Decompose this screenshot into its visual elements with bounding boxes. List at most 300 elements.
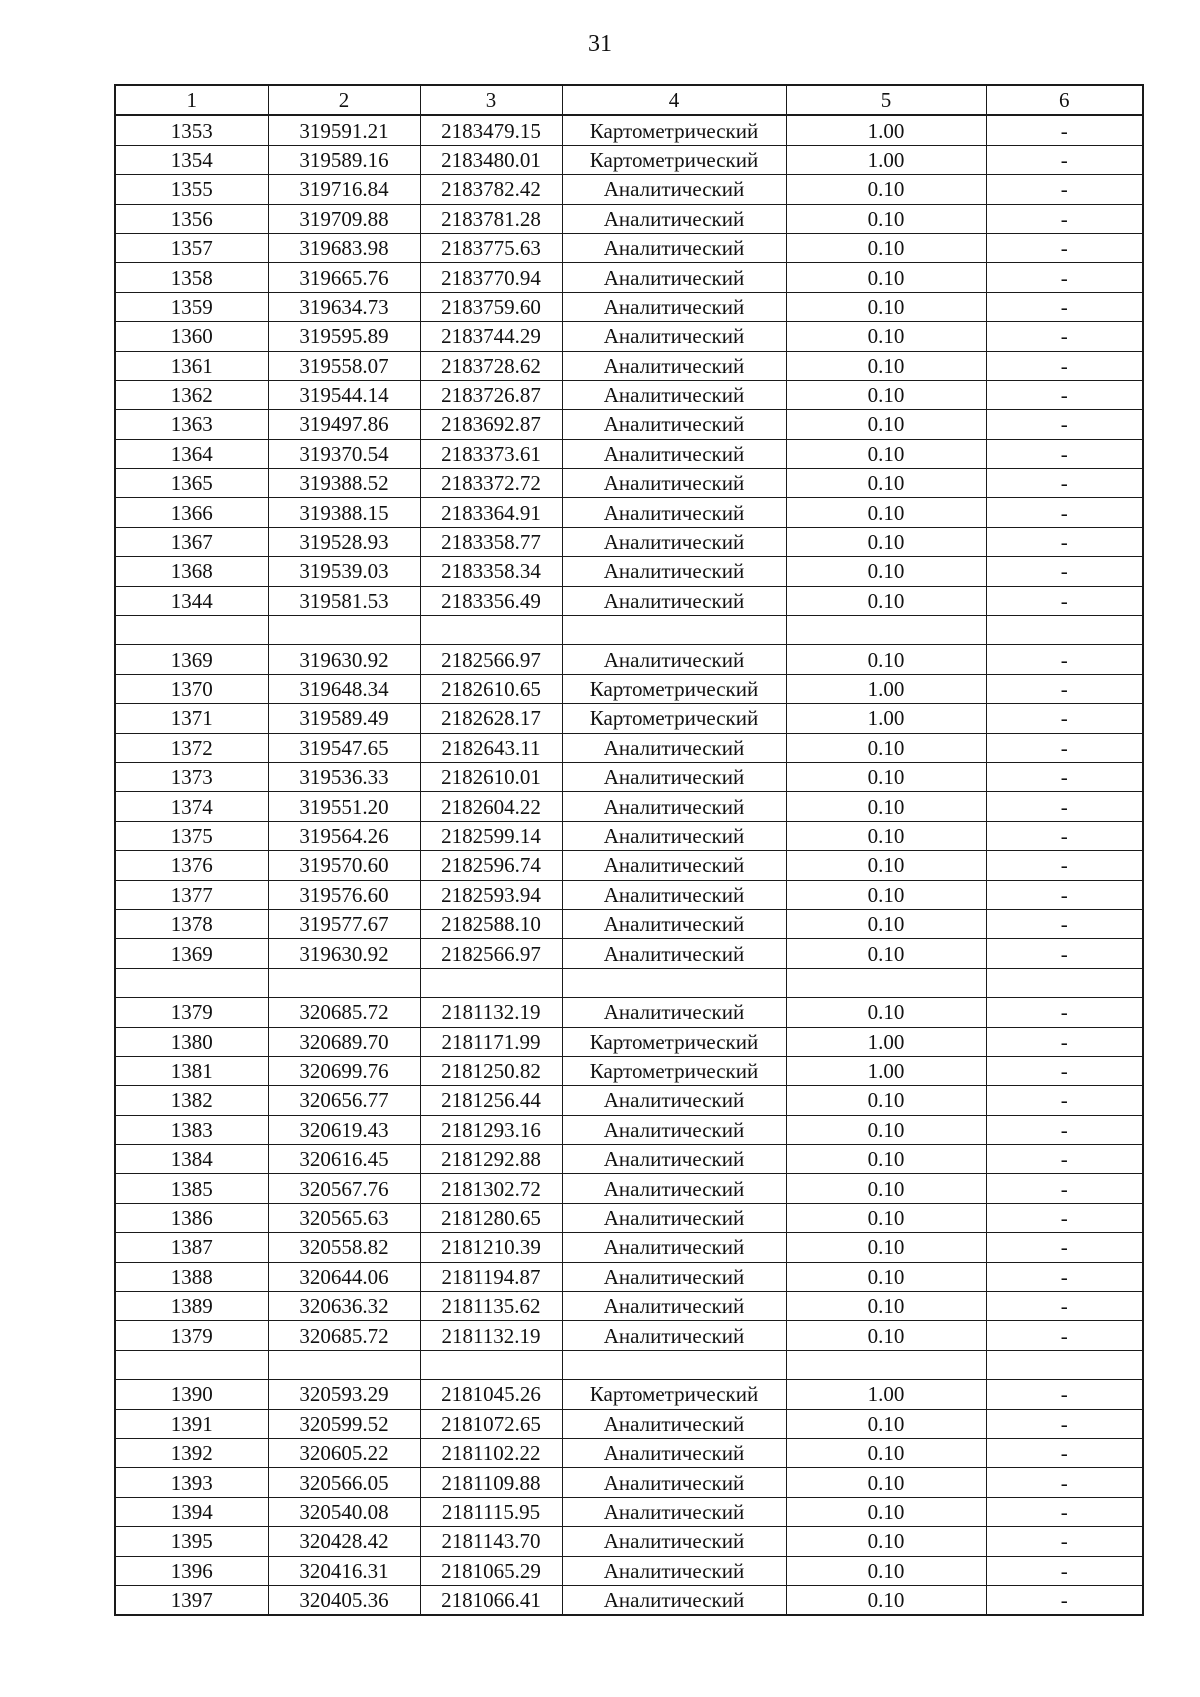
cell-method: Аналитический xyxy=(562,557,786,586)
cell-method: Аналитический xyxy=(562,292,786,321)
cell-note: - xyxy=(986,1585,1143,1615)
cell-point-number: 1356 xyxy=(115,204,268,233)
cell-x-coordinate: 319709.88 xyxy=(268,204,420,233)
cell-accuracy: 0.10 xyxy=(786,762,986,791)
cell-method: Аналитический xyxy=(562,909,786,938)
cell-x-coordinate: 320566.05 xyxy=(268,1468,420,1497)
table-row xyxy=(115,469,1143,498)
cell-y-coordinate: 2183726.87 xyxy=(420,380,562,409)
cell-point-number: 1384 xyxy=(115,1145,268,1174)
table-row xyxy=(115,1086,1143,1115)
cell-point-number: 1397 xyxy=(115,1585,268,1615)
table-row xyxy=(115,263,1143,292)
cell-y-coordinate: 2181171.99 xyxy=(420,1027,562,1056)
cell-method: Аналитический xyxy=(562,263,786,292)
separator-row xyxy=(115,968,1143,997)
cell-method xyxy=(562,968,786,997)
cell-note: - xyxy=(986,292,1143,321)
cell-x-coordinate: 319536.33 xyxy=(268,762,420,791)
cell-x-coordinate: 320636.32 xyxy=(268,1292,420,1321)
cell-accuracy: 0.10 xyxy=(786,439,986,468)
cell-point-number: 1391 xyxy=(115,1409,268,1438)
cell-accuracy: 0.10 xyxy=(786,1321,986,1350)
cell-note: - xyxy=(986,821,1143,850)
cell-y-coordinate: 2182643.11 xyxy=(420,733,562,762)
cell-point-number: 1376 xyxy=(115,851,268,880)
cell-x-coordinate: 320644.06 xyxy=(268,1262,420,1291)
table-row xyxy=(115,527,1143,556)
cell-note: - xyxy=(986,1027,1143,1056)
cell-point-number: 1355 xyxy=(115,175,268,204)
cell-accuracy xyxy=(786,616,986,645)
cell-point-number: 1358 xyxy=(115,263,268,292)
table-row xyxy=(115,733,1143,762)
table-row xyxy=(115,1115,1143,1144)
cell-x-coordinate: 320428.42 xyxy=(268,1527,420,1556)
cell-note: - xyxy=(986,380,1143,409)
cell-note: - xyxy=(986,733,1143,762)
cell-accuracy: 0.10 xyxy=(786,469,986,498)
table-row xyxy=(115,1556,1143,1585)
cell-method: Аналитический xyxy=(562,880,786,909)
cell-y-coordinate: 2181065.29 xyxy=(420,1556,562,1585)
cell-accuracy: 0.10 xyxy=(786,1145,986,1174)
cell-accuracy: 0.10 xyxy=(786,1409,986,1438)
cell-point-number: 1382 xyxy=(115,1086,268,1115)
cell-point-number: 1353 xyxy=(115,115,268,145)
cell-x-coordinate: 319577.67 xyxy=(268,909,420,938)
cell-method: Аналитический xyxy=(562,233,786,262)
table-body xyxy=(115,115,1143,1615)
cell-method: Аналитический xyxy=(562,792,786,821)
cell-note: - xyxy=(986,1497,1143,1526)
cell-point-number: 1362 xyxy=(115,380,268,409)
table-row xyxy=(115,851,1143,880)
table-row xyxy=(115,115,1143,145)
cell-x-coordinate: 319388.15 xyxy=(268,498,420,527)
cell-point-number: 1372 xyxy=(115,733,268,762)
cell-x-coordinate: 319551.20 xyxy=(268,792,420,821)
cell-note: - xyxy=(986,263,1143,292)
cell-note: - xyxy=(986,1438,1143,1467)
cell-method: Аналитический xyxy=(562,1115,786,1144)
cell-y-coordinate: 2183372.72 xyxy=(420,469,562,498)
coordinates-table xyxy=(114,84,1144,1616)
cell-note: - xyxy=(986,527,1143,556)
cell-note: - xyxy=(986,674,1143,703)
cell-y-coordinate: 2181109.88 xyxy=(420,1468,562,1497)
cell-note: - xyxy=(986,1056,1143,1085)
cell-accuracy: 0.10 xyxy=(786,1497,986,1526)
table-row xyxy=(115,586,1143,615)
cell-method xyxy=(562,1350,786,1379)
cell-point-number: 1367 xyxy=(115,527,268,556)
cell-x-coordinate: 319576.60 xyxy=(268,880,420,909)
cell-note: - xyxy=(986,880,1143,909)
cell-x-coordinate: 320567.76 xyxy=(268,1174,420,1203)
cell-point-number: 1371 xyxy=(115,704,268,733)
cell-method: Аналитический xyxy=(562,410,786,439)
cell-accuracy: 0.10 xyxy=(786,880,986,909)
cell-x-coordinate: 320616.45 xyxy=(268,1145,420,1174)
cell-accuracy: 0.10 xyxy=(786,527,986,556)
cell-y-coordinate: 2181102.22 xyxy=(420,1438,562,1467)
cell-method: Аналитический xyxy=(562,1086,786,1115)
cell-accuracy: 1.00 xyxy=(786,145,986,174)
cell-accuracy: 0.10 xyxy=(786,998,986,1027)
cell-accuracy: 1.00 xyxy=(786,1027,986,1056)
cell-point-number xyxy=(115,616,268,645)
cell-y-coordinate: 2182566.97 xyxy=(420,645,562,674)
cell-point-number xyxy=(115,1350,268,1379)
cell-method: Аналитический xyxy=(562,322,786,351)
cell-method: Аналитический xyxy=(562,1292,786,1321)
cell-y-coordinate: 2181210.39 xyxy=(420,1233,562,1262)
cell-x-coordinate: 320558.82 xyxy=(268,1233,420,1262)
cell-method: Аналитический xyxy=(562,380,786,409)
column-header-method: 4 xyxy=(562,85,786,115)
cell-method: Аналитический xyxy=(562,439,786,468)
table-row xyxy=(115,1380,1143,1409)
cell-method: Аналитический xyxy=(562,1585,786,1615)
cell-x-coordinate: 320593.29 xyxy=(268,1380,420,1409)
cell-method: Картометрический xyxy=(562,704,786,733)
cell-y-coordinate: 2182566.97 xyxy=(420,939,562,968)
cell-y-coordinate xyxy=(420,968,562,997)
separator-row xyxy=(115,1350,1143,1379)
cell-method: Аналитический xyxy=(562,204,786,233)
cell-method: Аналитический xyxy=(562,351,786,380)
cell-note: - xyxy=(986,233,1143,262)
table-row xyxy=(115,1585,1143,1615)
table-row xyxy=(115,1468,1143,1497)
table-row xyxy=(115,1203,1143,1232)
cell-accuracy: 0.10 xyxy=(786,1233,986,1262)
cell-x-coordinate: 320656.77 xyxy=(268,1086,420,1115)
cell-y-coordinate: 2183373.61 xyxy=(420,439,562,468)
cell-note: - xyxy=(986,1409,1143,1438)
cell-note: - xyxy=(986,469,1143,498)
cell-method: Аналитический xyxy=(562,1527,786,1556)
table-row xyxy=(115,410,1143,439)
cell-x-coordinate: 319564.26 xyxy=(268,821,420,850)
cell-method: Аналитический xyxy=(562,1497,786,1526)
cell-y-coordinate: 2182588.10 xyxy=(420,909,562,938)
cell-y-coordinate: 2183782.42 xyxy=(420,175,562,204)
table-row xyxy=(115,762,1143,791)
cell-y-coordinate: 2182599.14 xyxy=(420,821,562,850)
table-row xyxy=(115,439,1143,468)
cell-method: Аналитический xyxy=(562,851,786,880)
cell-method: Аналитический xyxy=(562,527,786,556)
cell-accuracy xyxy=(786,968,986,997)
cell-point-number: 1360 xyxy=(115,322,268,351)
cell-x-coordinate: 320699.76 xyxy=(268,1056,420,1085)
cell-note: - xyxy=(986,762,1143,791)
cell-x-coordinate: 319539.03 xyxy=(268,557,420,586)
cell-method: Аналитический xyxy=(562,1145,786,1174)
cell-point-number: 1354 xyxy=(115,145,268,174)
cell-note: - xyxy=(986,645,1143,674)
cell-point-number: 1366 xyxy=(115,498,268,527)
cell-x-coordinate: 319589.16 xyxy=(268,145,420,174)
cell-note: - xyxy=(986,1468,1143,1497)
cell-y-coordinate: 2183775.63 xyxy=(420,233,562,262)
cell-point-number: 1380 xyxy=(115,1027,268,1056)
cell-y-coordinate: 2183358.34 xyxy=(420,557,562,586)
cell-x-coordinate: 319570.60 xyxy=(268,851,420,880)
table-row xyxy=(115,1292,1143,1321)
cell-y-coordinate: 2183770.94 xyxy=(420,263,562,292)
cell-method: Аналитический xyxy=(562,1556,786,1585)
cell-x-coordinate: 320540.08 xyxy=(268,1497,420,1526)
cell-point-number: 1389 xyxy=(115,1292,268,1321)
table-row xyxy=(115,792,1143,821)
cell-method: Картометрический xyxy=(562,145,786,174)
cell-note: - xyxy=(986,586,1143,615)
table-row xyxy=(115,1233,1143,1262)
cell-y-coordinate: 2181132.19 xyxy=(420,1321,562,1350)
table-row xyxy=(115,322,1143,351)
cell-accuracy: 0.10 xyxy=(786,586,986,615)
cell-y-coordinate: 2181066.41 xyxy=(420,1585,562,1615)
cell-point-number: 1388 xyxy=(115,1262,268,1291)
cell-method: Аналитический xyxy=(562,645,786,674)
cell-y-coordinate: 2181132.19 xyxy=(420,998,562,1027)
cell-note xyxy=(986,968,1143,997)
cell-x-coordinate: 319630.92 xyxy=(268,939,420,968)
cell-note: - xyxy=(986,1556,1143,1585)
cell-accuracy: 0.10 xyxy=(786,1585,986,1615)
cell-note: - xyxy=(986,175,1143,204)
table-row xyxy=(115,145,1143,174)
cell-x-coordinate: 319497.86 xyxy=(268,410,420,439)
cell-point-number: 1359 xyxy=(115,292,268,321)
table-row xyxy=(115,1262,1143,1291)
column-header-accuracy: 5 xyxy=(786,85,986,115)
cell-accuracy: 0.10 xyxy=(786,1203,986,1232)
cell-x-coordinate: 319591.21 xyxy=(268,115,420,145)
table-row xyxy=(115,204,1143,233)
cell-note: - xyxy=(986,204,1143,233)
table-row xyxy=(115,909,1143,938)
cell-x-coordinate: 319648.34 xyxy=(268,674,420,703)
cell-method: Картометрический xyxy=(562,674,786,703)
cell-accuracy: 0.10 xyxy=(786,380,986,409)
cell-x-coordinate: 320405.36 xyxy=(268,1585,420,1615)
table-row xyxy=(115,292,1143,321)
cell-method: Аналитический xyxy=(562,733,786,762)
cell-point-number: 1385 xyxy=(115,1174,268,1203)
cell-note: - xyxy=(986,115,1143,145)
cell-note: - xyxy=(986,1527,1143,1556)
cell-note: - xyxy=(986,498,1143,527)
cell-method: Аналитический xyxy=(562,762,786,791)
cell-method: Картометрический xyxy=(562,1027,786,1056)
table-row xyxy=(115,351,1143,380)
cell-accuracy: 0.10 xyxy=(786,498,986,527)
column-header-note: 6 xyxy=(986,85,1143,115)
cell-note xyxy=(986,1350,1143,1379)
cell-note: - xyxy=(986,939,1143,968)
cell-y-coordinate: 2183759.60 xyxy=(420,292,562,321)
cell-method: Аналитический xyxy=(562,1203,786,1232)
cell-method: Аналитический xyxy=(562,175,786,204)
cell-accuracy: 0.10 xyxy=(786,1115,986,1144)
cell-x-coordinate xyxy=(268,1350,420,1379)
cell-note: - xyxy=(986,410,1143,439)
cell-method: Аналитический xyxy=(562,1409,786,1438)
cell-accuracy: 1.00 xyxy=(786,115,986,145)
cell-y-coordinate: 2181292.88 xyxy=(420,1145,562,1174)
cell-method: Картометрический xyxy=(562,115,786,145)
cell-accuracy: 0.10 xyxy=(786,909,986,938)
cell-note xyxy=(986,616,1143,645)
header-row xyxy=(115,85,1143,115)
cell-x-coordinate: 319595.89 xyxy=(268,322,420,351)
table-row xyxy=(115,1145,1143,1174)
cell-point-number: 1373 xyxy=(115,762,268,791)
cell-accuracy: 0.10 xyxy=(786,1438,986,1467)
cell-x-coordinate: 319716.84 xyxy=(268,175,420,204)
cell-accuracy: 0.10 xyxy=(786,204,986,233)
cell-point-number: 1394 xyxy=(115,1497,268,1526)
cell-method: Картометрический xyxy=(562,1056,786,1085)
cell-method: Аналитический xyxy=(562,1321,786,1350)
cell-point-number: 1364 xyxy=(115,439,268,468)
cell-accuracy: 0.10 xyxy=(786,821,986,850)
cell-x-coordinate: 320565.63 xyxy=(268,1203,420,1232)
cell-accuracy: 0.10 xyxy=(786,733,986,762)
table-row xyxy=(115,1409,1143,1438)
cell-point-number: 1395 xyxy=(115,1527,268,1556)
cell-y-coordinate: 2181293.16 xyxy=(420,1115,562,1144)
cell-note: - xyxy=(986,1203,1143,1232)
cell-point-number: 1393 xyxy=(115,1468,268,1497)
cell-note: - xyxy=(986,439,1143,468)
cell-y-coordinate: 2181045.26 xyxy=(420,1380,562,1409)
cell-note: - xyxy=(986,1174,1143,1203)
cell-note: - xyxy=(986,1233,1143,1262)
cell-y-coordinate: 2182604.22 xyxy=(420,792,562,821)
cell-y-coordinate: 2182593.94 xyxy=(420,880,562,909)
cell-method: Аналитический xyxy=(562,1174,786,1203)
cell-method: Аналитический xyxy=(562,1438,786,1467)
page-number: 31 xyxy=(588,31,612,57)
cell-point-number: 1387 xyxy=(115,1233,268,1262)
cell-y-coordinate: 2183479.15 xyxy=(420,115,562,145)
cell-point-number: 1396 xyxy=(115,1556,268,1585)
cell-y-coordinate: 2183744.29 xyxy=(420,322,562,351)
cell-accuracy: 0.10 xyxy=(786,410,986,439)
cell-point-number: 1369 xyxy=(115,645,268,674)
cell-y-coordinate: 2182596.74 xyxy=(420,851,562,880)
cell-accuracy: 1.00 xyxy=(786,1380,986,1409)
cell-note: - xyxy=(986,145,1143,174)
cell-x-coordinate: 320599.52 xyxy=(268,1409,420,1438)
cell-method: Аналитический xyxy=(562,1233,786,1262)
cell-point-number: 1377 xyxy=(115,880,268,909)
column-header-point-number: 1 xyxy=(115,85,268,115)
cell-accuracy: 0.10 xyxy=(786,851,986,880)
cell-point-number: 1363 xyxy=(115,410,268,439)
cell-accuracy: 0.10 xyxy=(786,1086,986,1115)
cell-x-coordinate: 319388.52 xyxy=(268,469,420,498)
table-row xyxy=(115,939,1143,968)
table-row xyxy=(115,1174,1143,1203)
cell-note: - xyxy=(986,998,1143,1027)
table-row xyxy=(115,557,1143,586)
cell-accuracy: 0.10 xyxy=(786,1556,986,1585)
cell-accuracy: 0.10 xyxy=(786,1174,986,1203)
cell-x-coordinate xyxy=(268,968,420,997)
cell-y-coordinate: 2181302.72 xyxy=(420,1174,562,1203)
cell-note: - xyxy=(986,1321,1143,1350)
table-row xyxy=(115,1438,1143,1467)
cell-accuracy: 0.10 xyxy=(786,645,986,674)
cell-x-coordinate: 319544.14 xyxy=(268,380,420,409)
cell-note: - xyxy=(986,1262,1143,1291)
cell-x-coordinate: 320605.22 xyxy=(268,1438,420,1467)
cell-note: - xyxy=(986,704,1143,733)
cell-x-coordinate xyxy=(268,616,420,645)
cell-x-coordinate: 319634.73 xyxy=(268,292,420,321)
table-row xyxy=(115,380,1143,409)
cell-accuracy: 0.10 xyxy=(786,322,986,351)
cell-note: - xyxy=(986,351,1143,380)
cell-note: - xyxy=(986,1086,1143,1115)
cell-y-coordinate: 2183358.77 xyxy=(420,527,562,556)
cell-method: Аналитический xyxy=(562,821,786,850)
cell-note: - xyxy=(986,557,1143,586)
cell-point-number: 1383 xyxy=(115,1115,268,1144)
cell-x-coordinate: 319683.98 xyxy=(268,233,420,262)
table-row xyxy=(115,233,1143,262)
cell-method xyxy=(562,616,786,645)
table-row xyxy=(115,674,1143,703)
cell-point-number: 1357 xyxy=(115,233,268,262)
cell-y-coordinate: 2181135.62 xyxy=(420,1292,562,1321)
cell-accuracy: 0.10 xyxy=(786,263,986,292)
cell-y-coordinate: 2181250.82 xyxy=(420,1056,562,1085)
cell-y-coordinate: 2182610.01 xyxy=(420,762,562,791)
cell-y-coordinate xyxy=(420,1350,562,1379)
cell-method: Аналитический xyxy=(562,1262,786,1291)
cell-point-number: 1378 xyxy=(115,909,268,938)
cell-note: - xyxy=(986,1145,1143,1174)
cell-x-coordinate: 319665.76 xyxy=(268,263,420,292)
cell-accuracy: 0.10 xyxy=(786,1292,986,1321)
cell-method: Аналитический xyxy=(562,498,786,527)
table-header xyxy=(115,85,1143,115)
cell-method: Аналитический xyxy=(562,998,786,1027)
cell-y-coordinate: 2182610.65 xyxy=(420,674,562,703)
table-row xyxy=(115,498,1143,527)
cell-y-coordinate xyxy=(420,616,562,645)
cell-y-coordinate: 2183356.49 xyxy=(420,586,562,615)
cell-accuracy: 0.10 xyxy=(786,557,986,586)
cell-point-number: 1344 xyxy=(115,586,268,615)
cell-point-number: 1379 xyxy=(115,998,268,1027)
table-row xyxy=(115,821,1143,850)
cell-note: - xyxy=(986,1115,1143,1144)
cell-method: Аналитический xyxy=(562,469,786,498)
cell-x-coordinate: 319528.93 xyxy=(268,527,420,556)
cell-y-coordinate: 2181143.70 xyxy=(420,1527,562,1556)
cell-point-number: 1374 xyxy=(115,792,268,821)
cell-x-coordinate: 319558.07 xyxy=(268,351,420,380)
cell-y-coordinate: 2183728.62 xyxy=(420,351,562,380)
